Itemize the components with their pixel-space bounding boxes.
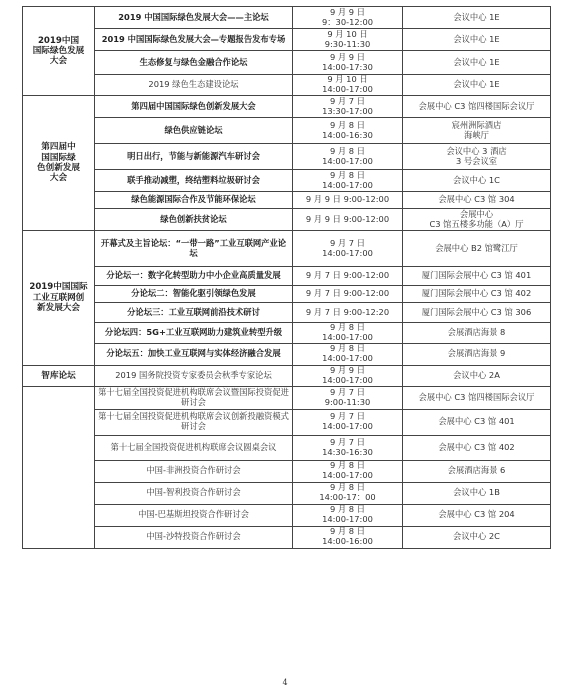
cell-line: 会议中心 1C [453,174,500,185]
event-row [23,75,551,96]
cell-line: 14:00-17:00 [322,331,373,342]
event-venue [403,409,551,435]
event-title: 分论坛五：加快工业互联网与实体经济融合发展 [95,343,293,365]
cell-line: 会展酒店海景 9 [447,348,506,359]
cell-line: 9 月 8 日 [329,460,366,471]
group-name: 2019中国 国际绿色发展 大会 [32,35,85,67]
cell-line: 9 月 9 日 [329,51,366,62]
cell-line: 9 月 10 日 [327,28,368,39]
cell-line: 9 月 10 日 [327,74,368,85]
cell-line: 会议中心 2A [453,369,500,380]
event-title: 2019 中国国际绿色发展大会——主论坛 [95,7,293,29]
event-title: 绿色能源国际合作及节能环保论坛 [95,192,293,209]
cell-line: 会展中心 C3 馆四楼国际会议厅 [418,100,535,111]
event-time [293,435,403,460]
event-row [23,7,551,29]
event-time [293,29,403,51]
event-title: 2019 中国国际绿色发展大会—专题报告发布专场 [95,29,293,51]
group-name: 智库论坛 [41,370,76,381]
event-title: 中国-非洲投资合作研讨会 [95,460,293,482]
cell-line: 14:00-17:00 [322,247,373,258]
event-row [23,144,551,170]
cell-line: 会展酒店海景 8 [447,326,506,337]
cell-line: 厦门国际会展中心 C3 馆 402 [421,288,532,299]
group-name-cell [23,231,95,366]
event-row [23,51,551,75]
event-time [293,144,403,170]
event-venue [403,75,551,96]
event-venue [403,526,551,548]
event-row [23,96,551,118]
schedule-table [22,6,551,549]
group-name-cell [23,365,95,386]
cell-line: 14:00-17：00 [319,492,376,503]
cell-line: 会议中心 1B [453,487,500,498]
cell-line: 9 月 9 日 9:00-12:00 [305,213,390,224]
event-venue [403,118,551,144]
event-row [23,170,551,192]
cell-line: 14:00-16:00 [322,536,373,547]
event-row [23,435,551,460]
event-row [23,526,551,548]
cell-line: 3 号会议室 [455,155,498,166]
event-row [23,231,551,267]
cell-line: 宸州洲际酒店 [451,119,502,130]
event-venue [403,51,551,75]
cell-line: 海峡厅 [464,129,489,140]
event-title: 中国-巴基斯坦投资合作研讨会 [95,504,293,526]
event-time [293,192,403,209]
event-venue [403,96,551,118]
cell-line: 9 月 8 日 [329,482,366,493]
cell-line: 9 月 8 日 [329,322,366,332]
event-title: 绿色创新扶贫论坛 [95,209,293,231]
event-time [293,170,403,192]
cell-line: 会议中心 1E [453,33,500,44]
event-title: 分论坛四：5G+工业互联网助力建筑业转型升级 [95,323,293,344]
cell-line: 会展中心 B2 馆鹭江厅 [435,242,518,253]
event-row [23,386,551,409]
cell-line: 14:00-17:00 [322,421,373,432]
group-name-cell [23,386,95,548]
cell-line: 9 月 7 日 [329,95,366,106]
cell-line: 9:00-11:30 [324,396,371,407]
event-venue [403,343,551,365]
event-row [23,460,551,482]
event-venue [403,286,551,303]
event-title: 分论坛三：工业互联网前沿技术研讨 [95,303,293,323]
cell-line: 9 月 7 日 9:00-12:20 [305,306,390,317]
cell-line: 14:00-17:00 [322,353,373,364]
cell-line: 9 月 8 日 [329,526,366,537]
event-venue [403,386,551,409]
cell-line: 14:00-17:00 [322,84,373,94]
event-title: 联手推动减塑，终结塑料垃圾研讨会 [95,170,293,192]
cell-line: 会议中心 2C [453,531,500,542]
group-name: 第四届中 国国际绿 色创新发展 大会 [37,142,80,184]
event-title: 分论坛一：数字化转型助力中小企业高质量发展 [95,267,293,286]
cell-line: 13:30-17:00 [322,105,373,116]
cell-line: 14:00-16:30 [322,129,373,140]
event-row [23,365,551,386]
cell-line: 14:30-16:30 [322,446,373,457]
event-title: 第十七届全国投资促进机构联席会议创新投融资模式研讨会 [95,409,293,435]
event-row [23,267,551,286]
event-venue [403,365,551,386]
cell-line: 9 月 9 日 [329,6,366,17]
cell-line: 14:00-17:00 [322,374,373,385]
event-time [293,75,403,96]
cell-line: 14:00-17:00 [322,514,373,525]
cell-line: 会展中心 [459,208,494,219]
event-venue [403,323,551,344]
event-title: 中国-沙特投资合作研讨会 [95,526,293,548]
event-title: 开幕式及主旨论坛：“一带一路”工业互联网产业论坛 [95,231,293,267]
event-venue [403,192,551,209]
cell-line: 会展中心 C3 馆 402 [438,441,515,452]
event-time [293,526,403,548]
event-time [293,409,403,435]
event-venue [403,231,551,267]
event-time [293,267,403,286]
event-row [23,286,551,303]
cell-line: 9 月 8 日 [329,169,366,180]
event-time [293,386,403,409]
cell-line: 厦门国际会展中心 C3 馆 306 [421,306,532,317]
cell-line: 14:00-17:00 [322,470,373,481]
cell-line: 14:00-17:00 [322,179,373,190]
cell-line: 厦门国际会展中心 C3 馆 401 [421,270,532,281]
cell-line: 9 月 9 日 [329,365,366,375]
event-title: 2019 国务院投资专家委员会秋季专家论坛 [95,365,293,386]
event-title: 明日出行，节能与新能源汽车研讨会 [95,144,293,170]
event-time [293,51,403,75]
cell-line: 会展中心 C3 馆四楼国际会议厅 [418,391,535,402]
cell-line: 9 月 8 日 [329,145,366,156]
event-title: 第十七届全国投资促进机构联席会议暨国际投资促进研讨会 [95,386,293,409]
cell-line: 9 月 9 日 9:00-12:00 [305,194,390,205]
cell-line: 会展中心 C3 馆 304 [438,194,515,205]
event-venue [403,460,551,482]
event-venue [403,435,551,460]
group-name-cell [23,7,95,96]
event-row [23,482,551,504]
event-time [293,286,403,303]
event-time [293,303,403,323]
event-venue [403,267,551,286]
event-row [23,192,551,209]
cell-line: 会展中心 C3 馆 401 [438,416,515,427]
cell-line: 9 月 8 日 [329,504,366,515]
event-title: 第十七届全国投资促进机构联席会议圆桌会议 [95,435,293,460]
event-time [293,504,403,526]
event-row [23,409,551,435]
cell-line: 会议中心 1E [453,79,500,90]
cell-line: 9:30-11:30 [324,38,371,49]
cell-line: 9 月 7 日 9:00-12:00 [305,288,390,299]
cell-line: 9 月 7 日 9:00-12:00 [305,270,390,281]
cell-line: 会展酒店海景 6 [447,465,506,476]
event-venue [403,209,551,231]
group-name: 2019中国国际 工业互联网创 新发展大会 [29,282,88,314]
event-venue [403,29,551,51]
cell-line: 9 月 7 日 [329,237,366,248]
event-time [293,118,403,144]
event-venue [403,482,551,504]
event-row [23,303,551,323]
event-row [23,118,551,144]
event-row [23,29,551,51]
event-title: 2019 绿色生态建设论坛 [95,75,293,96]
event-title: 生态修复与绿色金融合作论坛 [95,51,293,75]
cell-line: 9 月 7 日 [329,386,366,397]
cell-line: 14:00-17:30 [322,61,373,72]
event-venue [403,303,551,323]
schedule-body [23,7,551,549]
event-title: 绿色供应链论坛 [95,118,293,144]
cell-line: 会展中心 C3 馆 204 [438,509,515,520]
event-time [293,482,403,504]
group-name-cell [23,96,95,231]
event-time [293,231,403,267]
cell-line: 14:00-17:00 [322,155,373,166]
page-number: 4 [282,678,288,687]
event-row [23,343,551,365]
event-row [23,323,551,344]
cell-line: 9 月 7 日 [329,436,366,447]
event-venue [403,170,551,192]
cell-line: 9 月 8 日 [329,119,366,130]
cell-line: 9：30-12:00 [321,16,374,27]
event-time [293,7,403,29]
cell-line: 会议中心 1E [453,11,500,22]
event-row [23,209,551,231]
cell-line: 9 月 7 日 [329,411,366,422]
cell-line: 会议中心 3 酒店 [446,145,507,156]
event-time [293,460,403,482]
event-venue [403,144,551,170]
cell-line: 会议中心 1E [453,56,500,67]
event-title: 第四届中国国际绿色创新发展大会 [95,96,293,118]
cell-line: 9 月 8 日 [329,343,366,354]
event-title: 分论坛二：智能化驱引领绿色发展 [95,286,293,303]
event-row [23,504,551,526]
event-time [293,365,403,386]
event-time [293,96,403,118]
event-venue [403,504,551,526]
cell-line: C3 馆五楼多功能（A）厅 [429,218,524,229]
event-title: 中国-智利投资合作研讨会 [95,482,293,504]
event-time [293,323,403,344]
event-time [293,209,403,231]
event-venue [403,7,551,29]
event-time [293,343,403,365]
